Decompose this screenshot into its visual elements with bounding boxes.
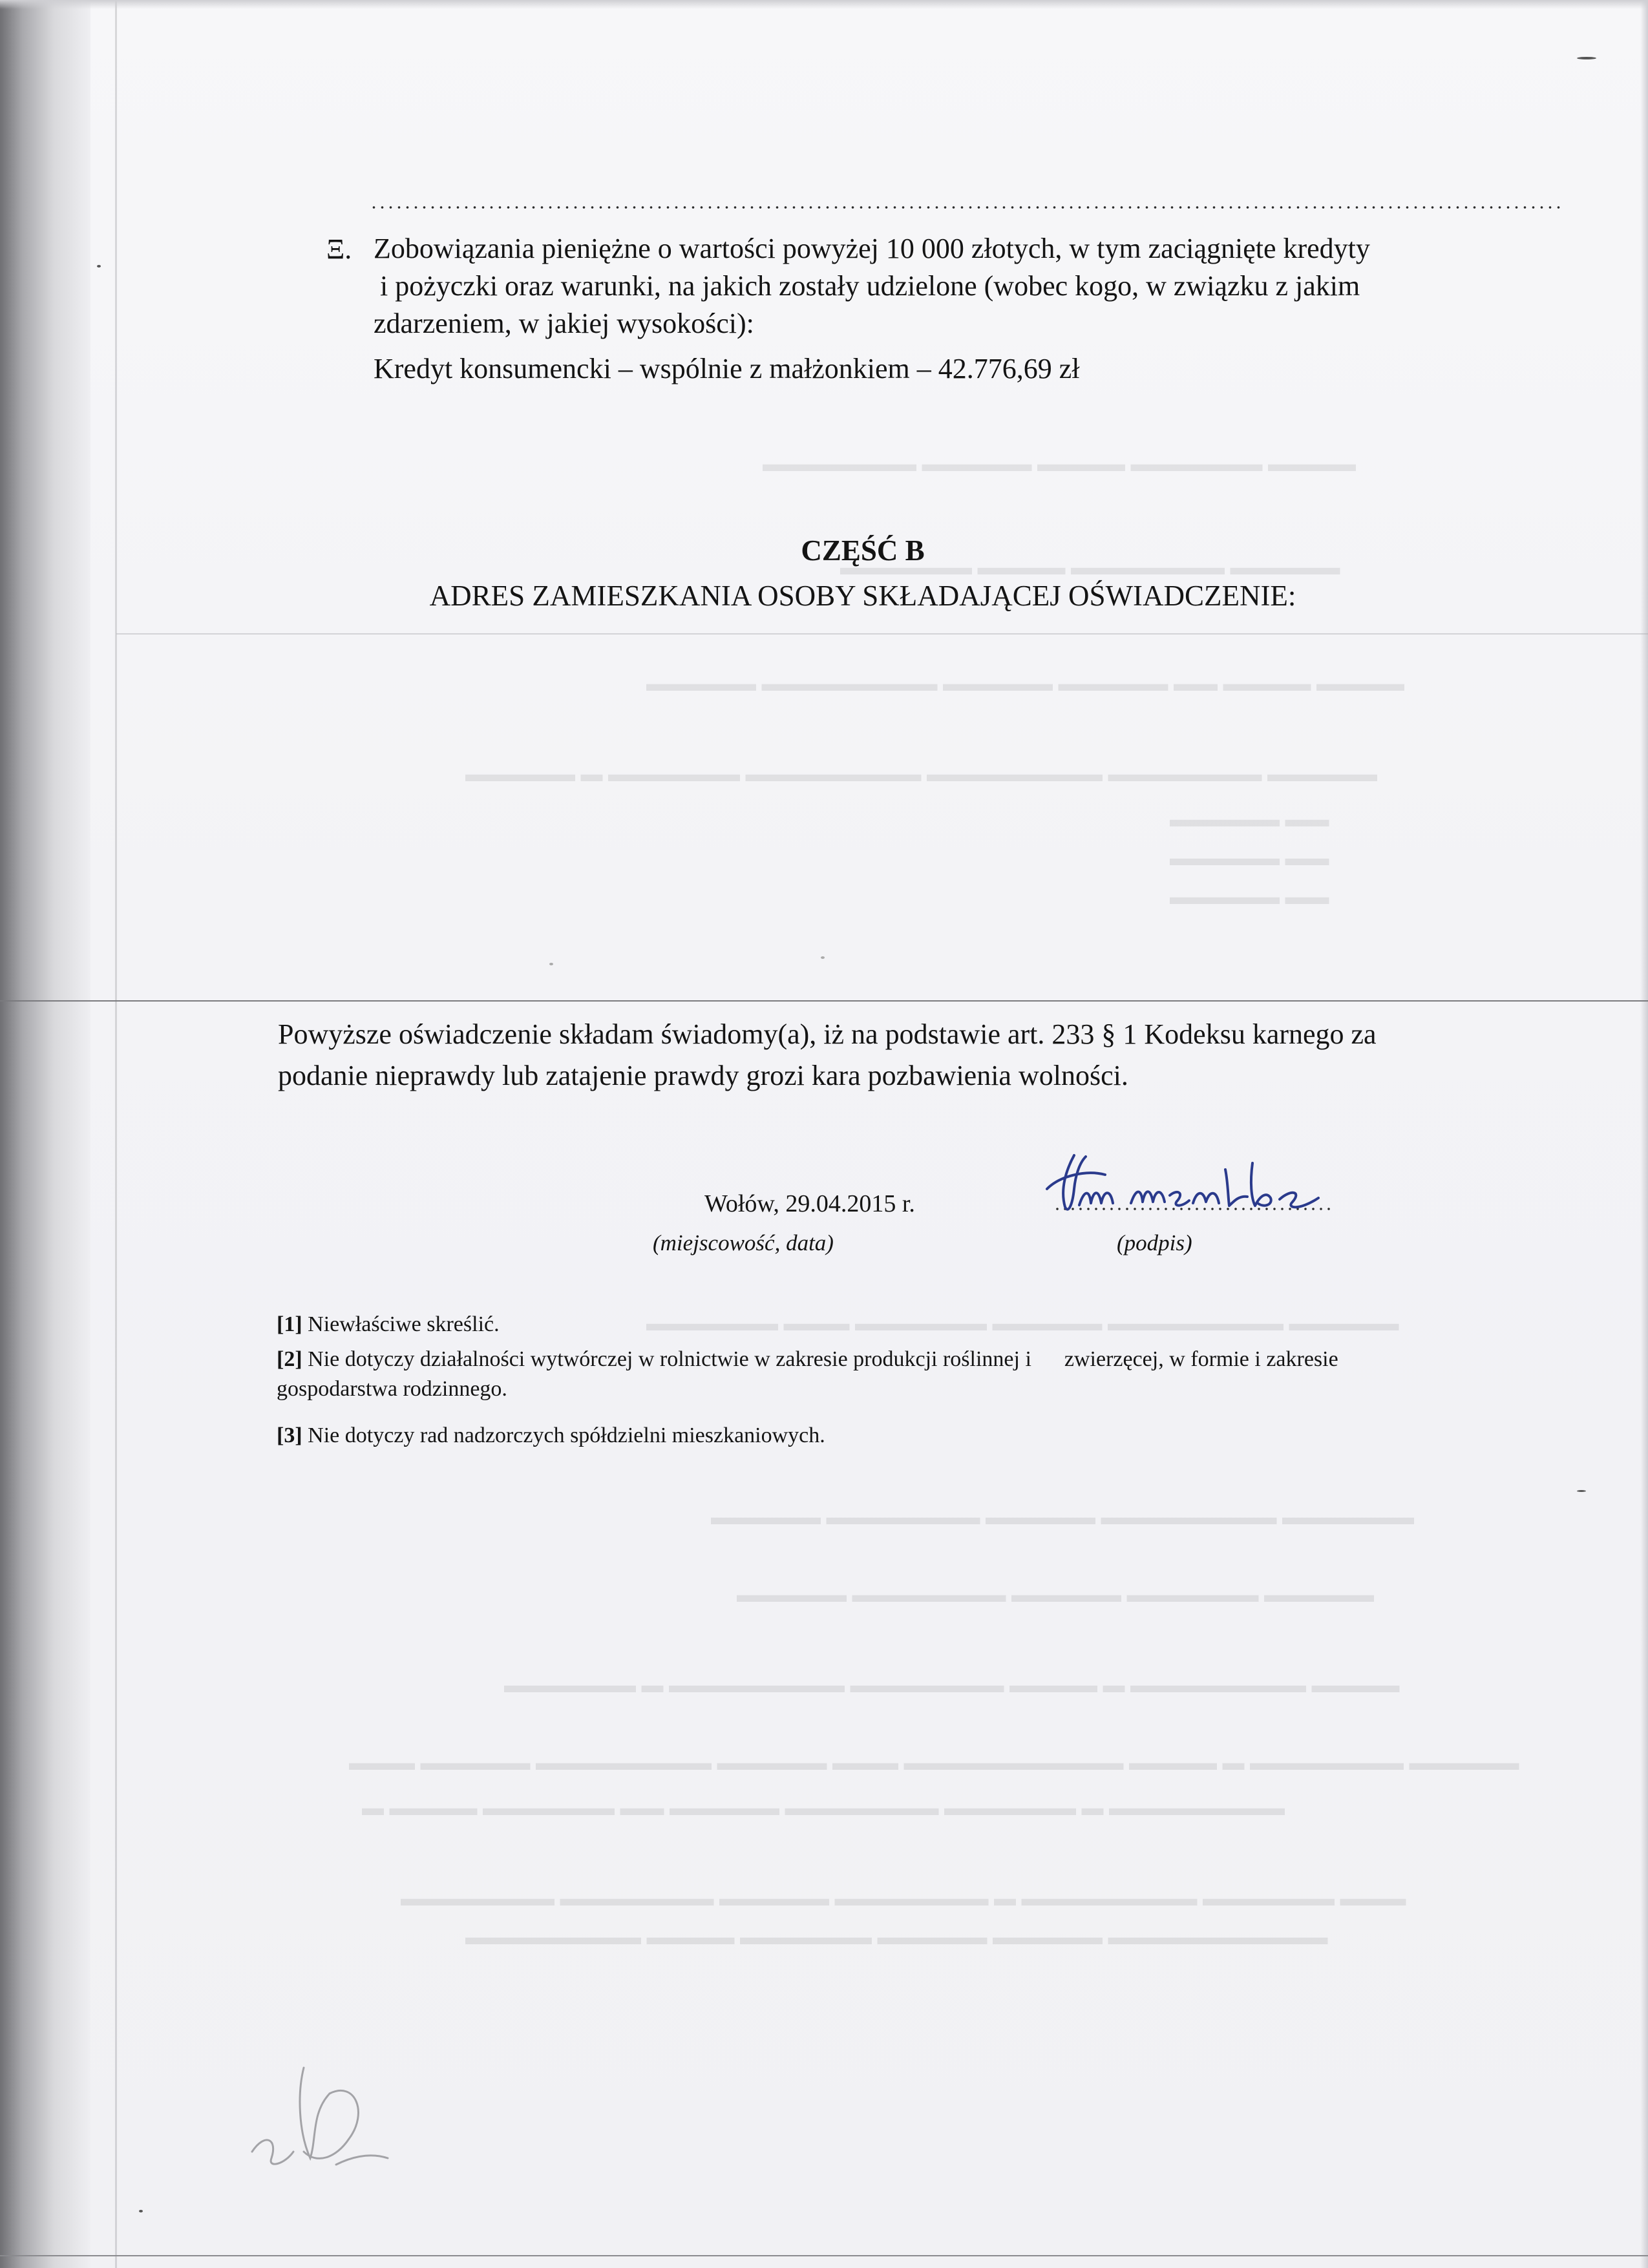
scan-speck bbox=[1577, 1490, 1586, 1492]
dotted-leader-line bbox=[370, 205, 1565, 209]
section-text-line-3: zdarzeniem, w jakiej wysokości): bbox=[374, 308, 754, 339]
scan-speck bbox=[139, 2210, 143, 2212]
section-text-line-2: i pożyczki oraz warunki, na jakich zostały udzielone (wobec kogo, w związku z jakim bbox=[380, 270, 1360, 302]
footnote-1-ref: [1] bbox=[277, 1312, 302, 1336]
place-date: Wołów, 29.04.2015 r. bbox=[704, 1190, 915, 1217]
section-number: Ξ. bbox=[326, 233, 352, 265]
bleed-through: ▬▬▬▬▬▬▬▬ ▬ ▬▬▬▬▬▬ ▬▬▬▬▬▬▬ ▬▬▬▬▬ ▬▬ ▬▬▬▬▬▬ ▬▬▬▬ ▬ bbox=[362, 1796, 1285, 1820]
declaration-line-1: Powyższe oświadczenie składam świadomy(a), iż na podstawie art. 233 § 1 Kodeksu karnego za bbox=[278, 1018, 1377, 1050]
footnote-1 bbox=[277, 1310, 500, 1339]
scan-speck bbox=[97, 265, 101, 268]
bleed-through: ▬▬▬▬▬ ▬▬▬▬▬▬ ▬▬▬▬▬ ▬▬▬▬▬▬▬ ▬▬▬▬▬ bbox=[737, 1583, 1374, 1607]
signature-caption: (podpis) bbox=[1117, 1230, 1192, 1255]
scan-top-shadow bbox=[0, 0, 1648, 9]
footnote-2-continuation: gospodarstwa rodzinnego. bbox=[277, 1377, 507, 1401]
footnote-2 bbox=[277, 1345, 1338, 1374]
bleed-through: ▬▬ ▬▬▬▬▬ bbox=[1170, 846, 1329, 870]
scan-edge-line bbox=[115, 0, 117, 2268]
scan-speck bbox=[1577, 57, 1596, 59]
bleed-through: ▬▬▬▬ ▬▬▬▬▬▬▬▬ ▬ ▬▬▬▬ ▬▬▬▬▬▬▬ ▬▬▬▬▬▬▬▬ ▬ ▬▬▬▬▬▬ bbox=[504, 1674, 1400, 1697]
section-text-line-1: Zobowiązania pieniężne o wartości powyżej 10 000 złotych, w tym zaciągnięte kredyty bbox=[374, 233, 1370, 264]
part-b-subtitle: ADRES ZAMIESZKANIA OSOBY SKŁADAJĄCEJ OŚWIADCZENIE: bbox=[429, 580, 1296, 612]
part-b-title: CZĘŚĆ B bbox=[801, 534, 925, 567]
paper-fold-line bbox=[0, 1000, 1648, 1002]
scan-left-shadow bbox=[0, 0, 90, 2268]
footnote-3 bbox=[277, 1422, 825, 1450]
footnote-3-ref: [3] bbox=[277, 1423, 302, 1447]
handwritten-signature bbox=[1034, 1144, 1357, 1234]
footnote-2-ref: [2] bbox=[277, 1347, 302, 1371]
section-answer: Kredyt konsumencki – wspólnie z małżonkiem – 42.776,69 zł bbox=[374, 353, 1080, 384]
place-date-caption: (miejscowość, data) bbox=[653, 1230, 834, 1255]
bleed-through: ▬▬▬▬ ▬▬▬▬▬▬ ▬▬▬▬ ▬▬▬▬▬ ▬▬▬▬▬▬▬ bbox=[763, 452, 1356, 476]
paper-crease bbox=[116, 633, 1648, 635]
bleed-through: ▬▬▬▬▬▬▬▬▬▬ ▬▬▬▬▬ ▬▬▬▬▬ ▬▬▬▬▬▬ ▬▬▬▬ ▬▬▬▬▬▬▬▬ bbox=[465, 1926, 1328, 1949]
scan-speck bbox=[821, 956, 825, 959]
bleed-through: ▬▬▬▬▬▬ ▬▬▬▬▬▬▬▬ ▬▬▬▬▬ ▬▬▬▬▬▬▬ ▬▬▬▬▬ bbox=[711, 1506, 1414, 1529]
footnote-3-text: Nie dotyczy rad nadzorczych spółdzielni mieszkaniowych. bbox=[308, 1423, 825, 1447]
bleed-through: ▬▬ ▬▬▬▬▬ bbox=[1170, 808, 1329, 832]
paper-bottom-edge bbox=[0, 2255, 1648, 2256]
bleed-through: ▬▬▬▬ ▬▬▬▬ ▬▬ ▬▬▬▬▬ ▬▬▬▬▬ ▬▬▬▬▬▬▬▬ ▬▬▬▬▬ bbox=[646, 672, 1404, 696]
bleed-through: ▬▬▬ ▬▬▬▬▬▬ ▬▬▬▬▬▬▬▬ ▬ ▬▬▬▬▬▬▬ ▬▬▬▬▬ ▬▬▬▬▬▬▬ ▬▬▬▬▬▬▬ bbox=[401, 1887, 1406, 1911]
bleed-through: ▬▬▬▬▬ ▬▬▬▬▬▬▬ ▬▬▬▬ ▬▬▬▬▬▬ bbox=[840, 556, 1340, 580]
bleed-through: ▬▬▬▬▬ ▬▬▬▬▬▬▬▬ ▬▬▬▬▬ ▬▬▬▬▬▬ ▬▬▬ ▬▬▬▬▬▬ bbox=[646, 1312, 1399, 1336]
pencil-initials bbox=[239, 2055, 394, 2178]
bleed-through: ▬▬▬▬▬ ▬▬▬▬▬▬▬ ▬ ▬▬▬▬ ▬▬▬▬▬▬▬▬▬▬ ▬▬▬ ▬▬▬▬▬ ▬▬▬▬▬▬▬▬ ▬▬▬▬▬ ▬▬▬ bbox=[349, 1751, 1519, 1775]
scan-speck bbox=[549, 963, 553, 965]
footnote-2-text: Nie dotyczy działalności wytwórczej w rolnictwie w zakresie produkcji roślinnej i zwierzęcej, w formie i zakresie bbox=[308, 1347, 1338, 1371]
declaration-line-2: podanie nieprawdy lub zatajenie prawdy grozi kara pozbawienia wolności. bbox=[278, 1060, 1128, 1091]
bleed-through: ▬▬ ▬▬▬▬▬ bbox=[1170, 885, 1329, 909]
scan-right-shadow bbox=[1640, 0, 1648, 2268]
footnote-1-text: Niewłaściwe skreślić. bbox=[308, 1312, 500, 1336]
bleed-through: ▬▬▬▬▬ ▬▬▬▬▬▬▬ ▬▬▬▬▬▬▬▬ ▬▬▬▬▬▬▬▬ ▬▬▬▬▬▬ ▬ ▬▬▬▬▬ bbox=[465, 762, 1377, 786]
